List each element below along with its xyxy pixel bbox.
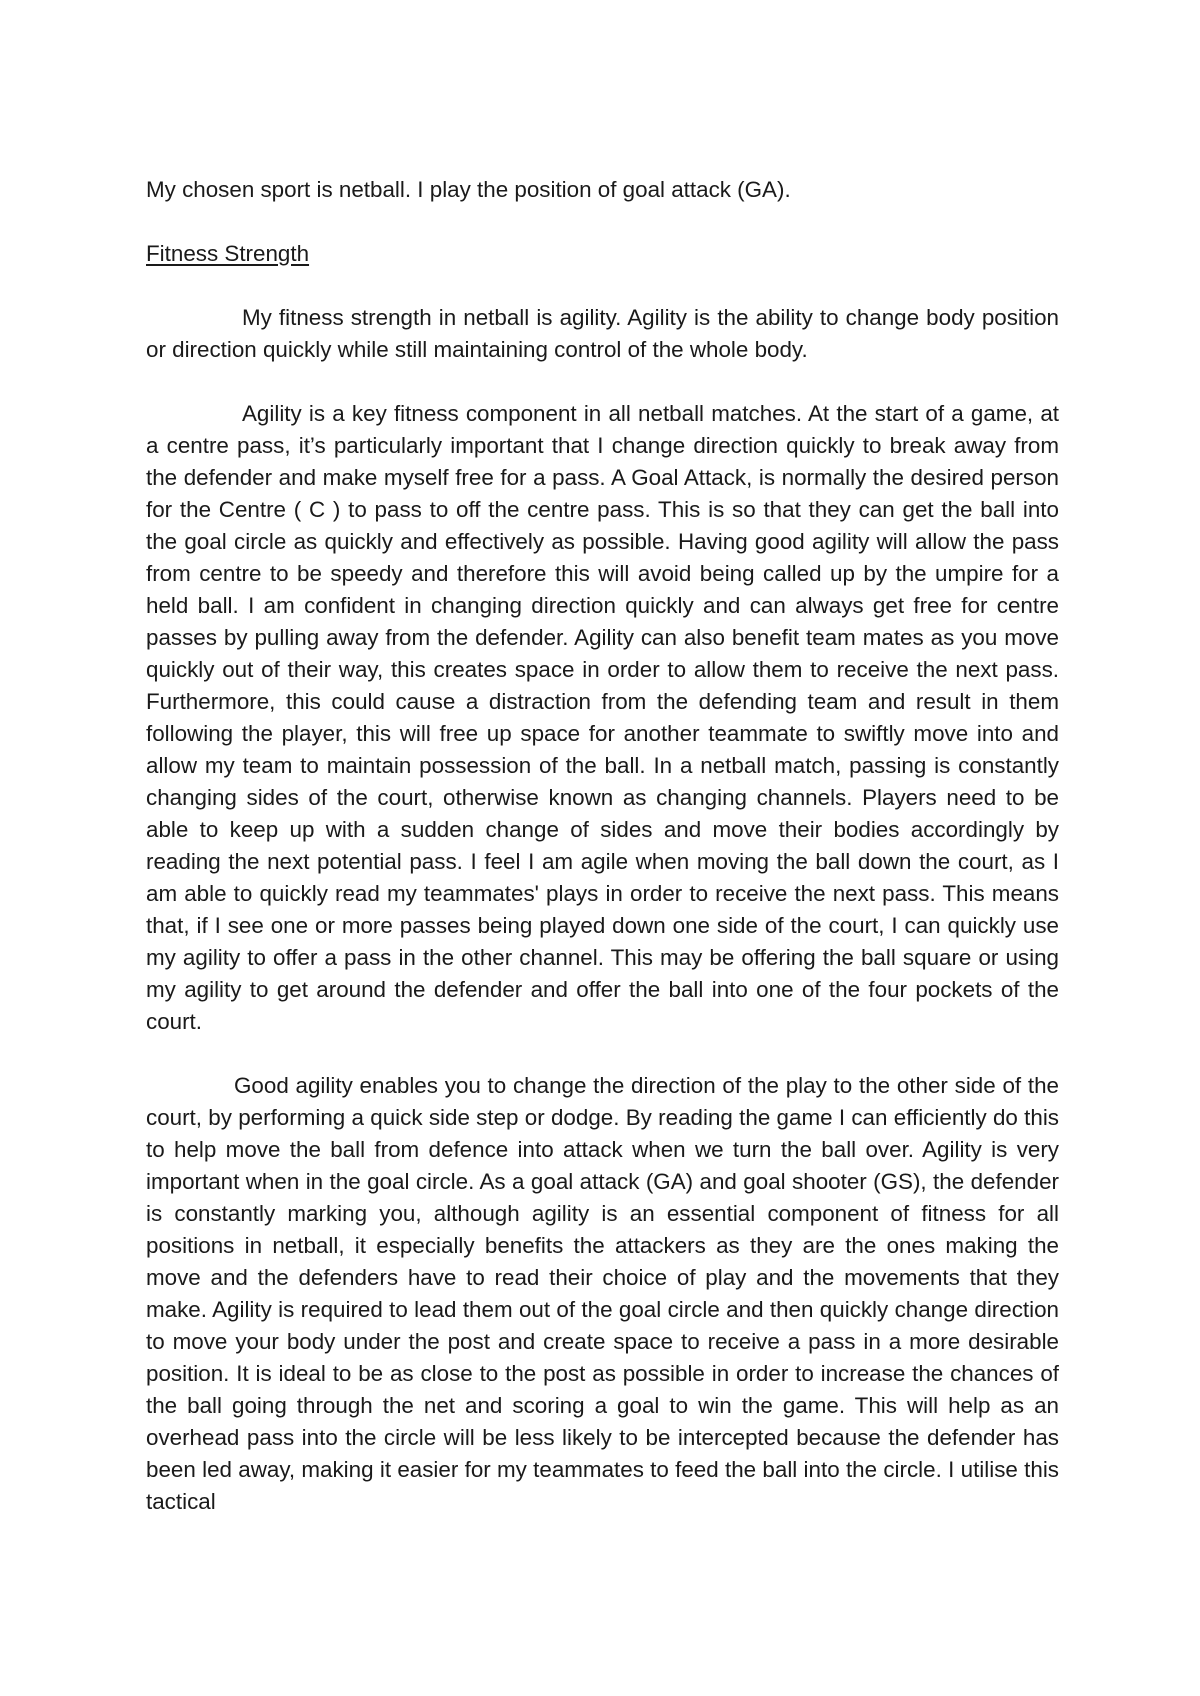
paragraph-agility-centre-pass: Agility is a key fitness component in all netball matches. At the start of a game, at a centre pass, it’s particularly important that I change direction quickly to break away from the defender and make myself free for a pass. A Goal Attack, is normally the desired person for the Centre ( C ) to pass to off the centre pass. This is so that they can get the ball into the goal circle as quickly and effectively as possible. Having good agility will allow the pass from centre to be speedy and therefore this will avoid being called up by the umpire for a held ball. I am confident in changing direction quickly and can always get free for centre passes by pulling away from the defender. Agility can also benefit team mates as you move quickly out of their way, this creates space in order to allow them to receive the next pass. Furthermore, this could cause a distraction from the defending team and result in them following the player, this will free up space for another teammate to swiftly move into and allow my team to maintain possession of the ball. In a netball match, passing is constantly changing sides of the court, otherwise known as changing channels. Players need to be able to keep up with a sudden change of sides and move their bodies accordingly by reading the next potential pass. I feel I am agile when moving the ball down the court, as I am able to quickly read my teammates' plays in order to receive the next pass. This means that, if I see one or more passes being played down one side of the court, I can quickly use my agility to offer a pass in the other channel. This may be offering the ball square or using my agility to get around the defender and offer the ball into one of the four pockets of the court. [146,401,1059,1034]
paragraph-definition: My fitness strength in netball is agility. Agility is the ability to change body position or direction quickly while still maintaining control of the whole body. [146,305,1059,362]
document-page [146,174,1059,1550]
intro-sentence: My chosen sport is netball. I play the position of goal attack (GA). [146,177,791,202]
section-heading: Fitness Strength [146,241,310,266]
paragraph-agility-goal-circle: Good agility enables you to change the direction of the play to the other side of the court, by performing a quick side step or dodge. By reading the game I can efficiently do this to help move the ball from defence into attack when we turn the ball over. Agility is very important when in the goal circle. As a goal attack (GA) and goal shooter (GS), the defender is constantly marking you, although agility is an essential component of fitness for all positions in netball, it especially benefits the attackers as they are the ones making the move and the defenders have to read their choice of play and the movements that they make. Agility is required to lead them out of the goal circle and then quickly change direction to move your body under the post and create space to receive a pass in a more desirable position. It is ideal to be as close to the post as possible in order to increase the chances of the ball going through the net and scoring a goal to win the game. This will help as an overhead pass into the circle will be less likely to be intercepted because the defender has been led away, making it easier for my teammates to feed the ball into the circle. I utilise this tactical [146,1073,1059,1514]
